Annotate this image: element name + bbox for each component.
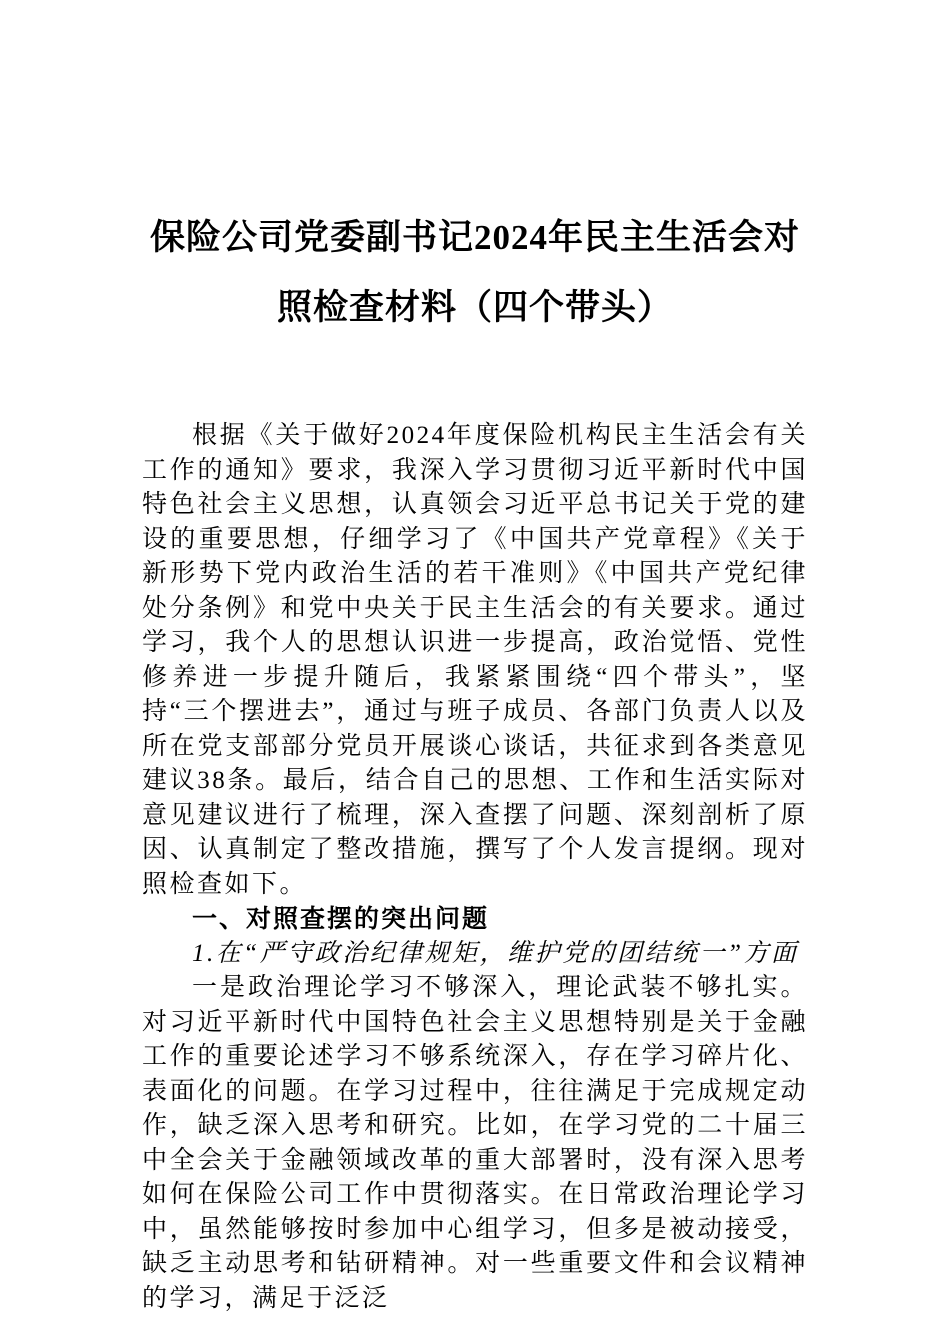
document-title-line-2: 照检查材料（四个带头） xyxy=(276,288,673,328)
document-title-line-1: 保险公司党委副书记2024年民主生活会对 xyxy=(149,218,800,258)
document-body xyxy=(142,419,808,1316)
document-title xyxy=(0,23,950,343)
paragraph-issue-1: 一是政治理论学习不够深入，理论武装不够扎实。对习近平新时代中国特色社会主义思想特别是关于金融工作的重要论述学习不够系统深入，存在学习碎片化、表面化的问题。在学习过程中，往往满足于完成规定动作，缺乏深入思考和研究。比如，在学习党的二十届三中全会关于金融领域改革的重大部署时，没有深入思考如何在保险公司工作中贯彻落实。在日常政治理论学习中，虽然能够按时参加中心组学习，但多是被动接受，缺乏主动思考和钻研精神。对一些重要文件和会议精神的学习，满足于泛泛 xyxy=(142,974,808,1312)
section-heading-1: 一、对照查摆的突出问题 xyxy=(192,905,490,934)
paragraph-introduction: 根据《关于做好2024年度保险机构民主生活会有关工作的通知》要求，我深入学习贯彻习近平新时代中国特色社会主义思想，认真领会习近平总书记关于党的建设的重要思想，仔细学习了《中国共产党章程》《关于新形势下党内政治生活的若干准则》《中国共产党纪律处分条例》和党中央关于民主生活会的有关要求。通过学习，我个人的思想认识进一步提高，政治觉悟、党性修养进一步提升随后，我紧紧围绕“四个带头”，坚持“三个摆进去”，通过与班子成员、各部门负责人以及所在党支部部分党员开展谈心谈话，共征求到各类意见建议38条。最后，结合自己的思想、工作和生活实际对意见建议进行了梳理，深入查摆了问题、深刻剖析了原因、认真制定了整改措施，撰写了个人发言提纲。现对照检查如下。 xyxy=(142,422,808,898)
subsection-heading-1-1: 1.在“严守政治纪律规矩，维护党的团结统一”方面 xyxy=(192,939,799,967)
